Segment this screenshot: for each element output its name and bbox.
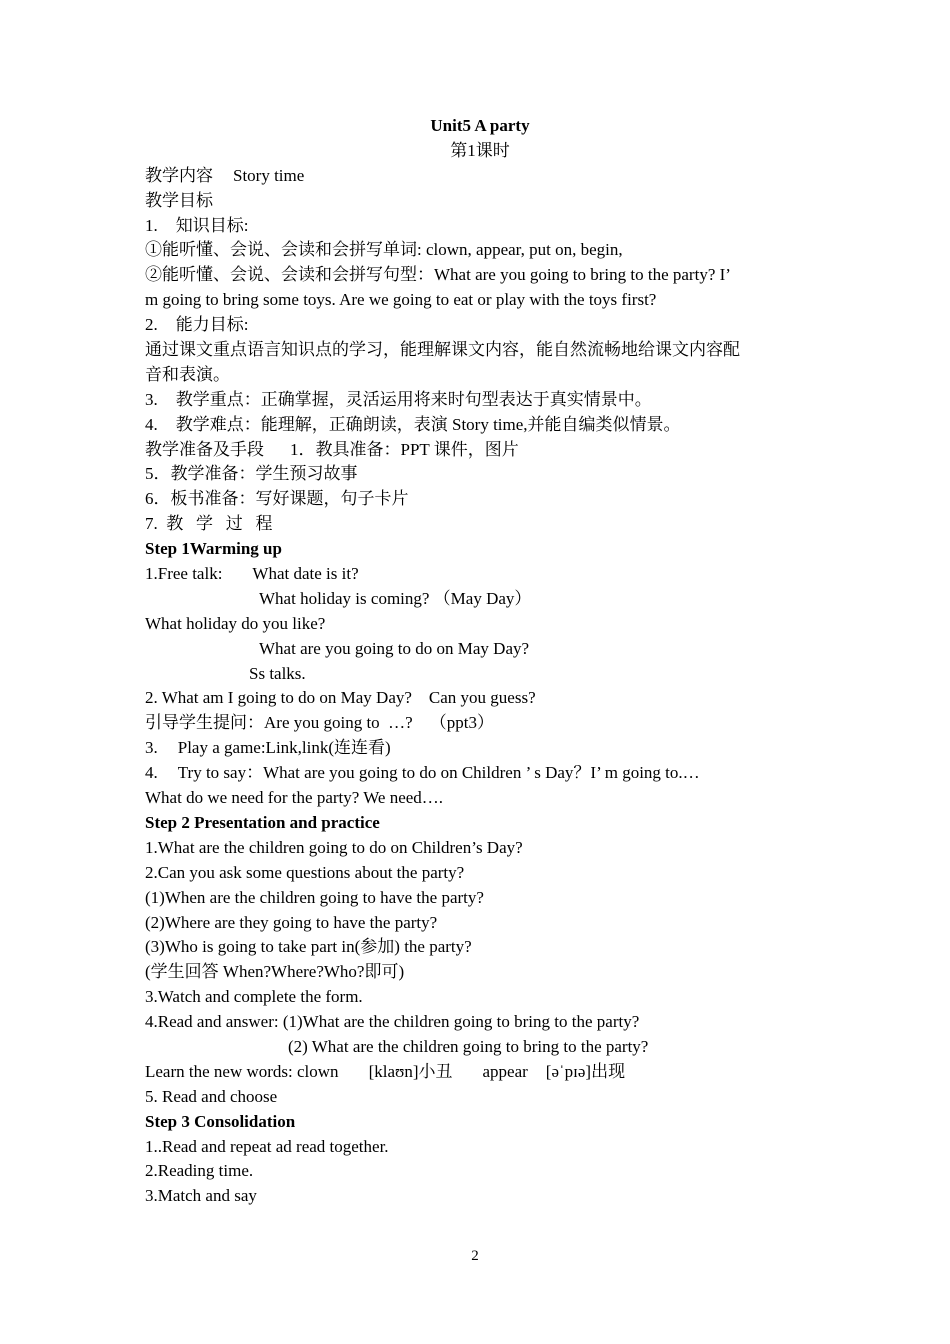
text-line: What holiday is coming? （May Day） (259, 588, 532, 608)
page-number: 2 (471, 1248, 479, 1264)
section-heading: Step 3 Consolidation (145, 1111, 296, 1131)
text-line: 教学内容 Story time (145, 165, 305, 185)
text-line: (2)Where are they going to have the party? (145, 912, 438, 932)
text-line: Learn the new words: clown [klaʊn]小丑 appear [əˈpɪə]出现 (145, 1061, 626, 1081)
text-line: 2.Can you ask some questions about the party? (145, 862, 465, 882)
text-line: 2.Reading time. (145, 1161, 254, 1181)
text-line: ①能听懂、会说、会读和会拼写单词: clown, appear, put on, begin, (145, 240, 623, 260)
text-line: (2) What are the children going to bring to the party? (288, 1036, 649, 1056)
text-line: 教学准备及手段 1．教具准备：PPT 课件，图片 (145, 439, 519, 459)
section-heading: Step 1Warming up (145, 539, 282, 559)
text-line: 3.Match and say (145, 1186, 257, 1206)
text-line: m going to bring some toys. Are we going to eat or play with the toys first? (145, 290, 657, 310)
text-line: 1. 知识目标: (145, 215, 249, 235)
text-line: 3. Play a game:Link,link(连连看) (145, 738, 391, 758)
text-line: 音和表演。 (145, 364, 230, 384)
text-line: 6．板书准备：写好课题，句子卡片 (145, 489, 409, 509)
text-line: 5．教学准备：学生预习故事 (145, 464, 358, 484)
text-line: 4. 教学难点：能理解，正确朗读，表演 Story time,并能自编类似情景。 (145, 414, 681, 434)
text-line: Ss talks. (249, 663, 306, 683)
doc-title: Unit5 A party (430, 116, 530, 135)
text-line: 4. Try to say：What are you going to do on Children ’ s Day？I’ m going to.… (145, 763, 700, 783)
section-heading: Step 2 Presentation and practice (145, 812, 380, 832)
text-line: 5. Read and choose (145, 1086, 278, 1106)
text-line: 3.Watch and complete the form. (145, 987, 363, 1007)
text-line: 7. 教 学 过 程 (145, 514, 273, 534)
text-line: 2. What am I going to do on May Day? Can you guess? (145, 688, 536, 708)
text-line: 2. 能力目标: (145, 315, 249, 335)
text-line: 3. 教学重点：正确掌握，灵活运用将来时句型表达于真实情景中。 (145, 389, 652, 409)
document-body (145, 114, 815, 1209)
text-line: (学生回答 When?Where?Who?即可) (145, 962, 405, 982)
text-line: 教学目标 (145, 190, 213, 210)
text-line: 引导学生提问：Are you going to …? （ppt3） (145, 713, 494, 733)
text-line: 1.What are the children going to do on Children’s Day? (145, 837, 523, 857)
text-line: What do we need for the party? We need…. (145, 788, 444, 808)
doc-subtitle: 第1课时 (450, 140, 510, 160)
text-line: What are you going to do on May Day? (259, 638, 530, 658)
text-line: 1.Free talk: What date is it? (145, 564, 359, 584)
text-line: What holiday do you like? (145, 613, 326, 633)
text-line: 通过课文重点语言知识点的学习，能理解课文内容，能自然流畅地给课文内容配 (145, 340, 740, 360)
text-line: 4.Read and answer: (1)What are the children going to bring to the party? (145, 1012, 640, 1032)
text-line: (3)Who is going to take part in(参加) the party? (145, 937, 472, 957)
text-line: 1..Read and repeat ad read together. (145, 1136, 389, 1156)
text-line: (1)When are the children going to have the party? (145, 887, 484, 907)
text-line: ②能听懂、会说、会读和会拼写句型：What are you going to bring to the party? I’ (145, 265, 731, 285)
